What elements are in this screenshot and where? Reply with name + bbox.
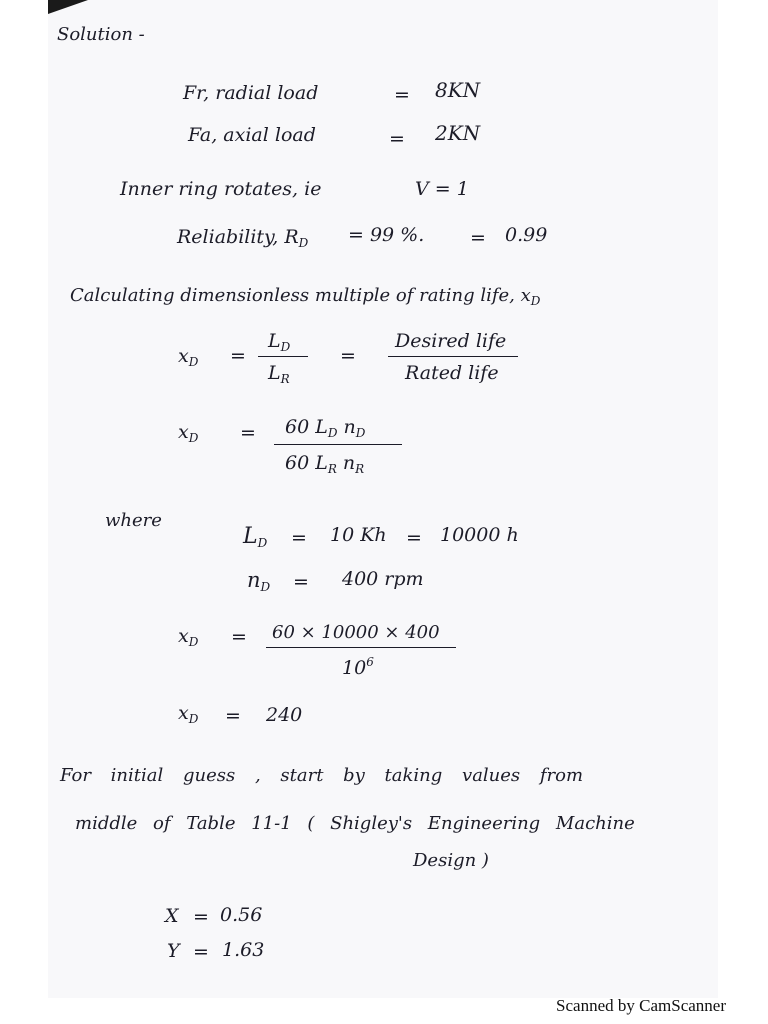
- reliability-value: 0.99: [505, 224, 548, 246]
- radial-load-value: 8KN: [435, 78, 481, 102]
- eq1-numerator: $L_D$: [268, 330, 291, 354]
- eq1-lhs: $x_D$: [178, 345, 199, 369]
- eq3-lhs: $x_D$: [178, 625, 199, 649]
- eq2-equals: =: [240, 422, 256, 444]
- ld-symbol: $L_D$: [243, 524, 268, 550]
- eq2-denominator: 60 $L_R$ $n_R$: [285, 452, 365, 476]
- eq1-equals: =: [230, 345, 246, 367]
- scanned-page: [48, 0, 718, 998]
- axial-load-value: 2KN: [435, 121, 481, 145]
- eq1-rated-life: Rated life: [405, 362, 499, 384]
- eq2-fraction-bar: [274, 444, 402, 445]
- x-value: 0.56: [220, 904, 263, 926]
- eq2-lhs: $x_D$: [178, 421, 199, 445]
- inner-ring-v: V = 1: [415, 178, 469, 200]
- eq4-lhs: $x_D$: [178, 702, 199, 726]
- eq4-value: 240: [266, 704, 303, 726]
- x-symbol: X: [165, 905, 179, 927]
- eq1-equals-2: =: [340, 345, 356, 367]
- radial-load-label: Fr, radial load: [183, 82, 319, 104]
- nd-value: 400 rpm: [342, 568, 424, 590]
- ld-equals: =: [291, 527, 307, 549]
- guess-line-1: For initial guess , start by taking values from: [60, 765, 584, 786]
- calculating-heading: Calculating dimensionless multiple of rating life, $x_D$: [70, 285, 541, 308]
- inner-ring-text: Inner ring rotates, ie: [120, 178, 322, 200]
- guess-line-2: middle of Table 11-1 ( Shigley's Engineering Machine: [75, 813, 635, 834]
- guess-line-3: Design ): [413, 850, 489, 871]
- eq3-equals: =: [231, 626, 247, 648]
- y-symbol: Y: [167, 940, 180, 962]
- axial-load-eq: =: [389, 128, 405, 150]
- nd-symbol: $n_D$: [247, 568, 271, 594]
- where-label: where: [105, 510, 162, 531]
- y-value: 1.63: [222, 939, 265, 961]
- reliability-eq: =: [470, 227, 486, 249]
- x-equals: =: [193, 906, 209, 928]
- eq3-denominator: $10^6$: [342, 655, 374, 679]
- eq3-numerator: 60 × 10000 × 400: [272, 622, 440, 643]
- ld-value-hours: 10000 h: [440, 524, 519, 546]
- eq1-desired-life: Desired life: [395, 330, 507, 352]
- camscanner-footer: Scanned by CamScanner: [556, 996, 726, 1015]
- radial-load-eq: =: [394, 84, 410, 106]
- eq3-fraction-bar: [266, 647, 456, 648]
- reliability-label: Reliability, $R_D$: [177, 226, 309, 250]
- ld-value: 10 Kh: [330, 524, 387, 546]
- nd-equals: =: [293, 571, 309, 593]
- page-corner-shadow: [48, 0, 88, 14]
- axial-load-label: Fa, axial load: [188, 124, 316, 146]
- solution-heading: Solution -: [57, 24, 145, 45]
- ld-equals-2: =: [406, 527, 422, 549]
- reliability-percent: = 99 %.: [348, 224, 425, 246]
- eq4-equals: =: [225, 705, 241, 727]
- eq1-fraction-bar-2: [388, 356, 518, 357]
- eq1-fraction-bar: [258, 356, 308, 357]
- eq1-denominator: $L_R$: [268, 362, 290, 386]
- y-equals: =: [193, 941, 209, 963]
- eq2-numerator: 60 $L_D$ $n_D$: [285, 416, 366, 440]
